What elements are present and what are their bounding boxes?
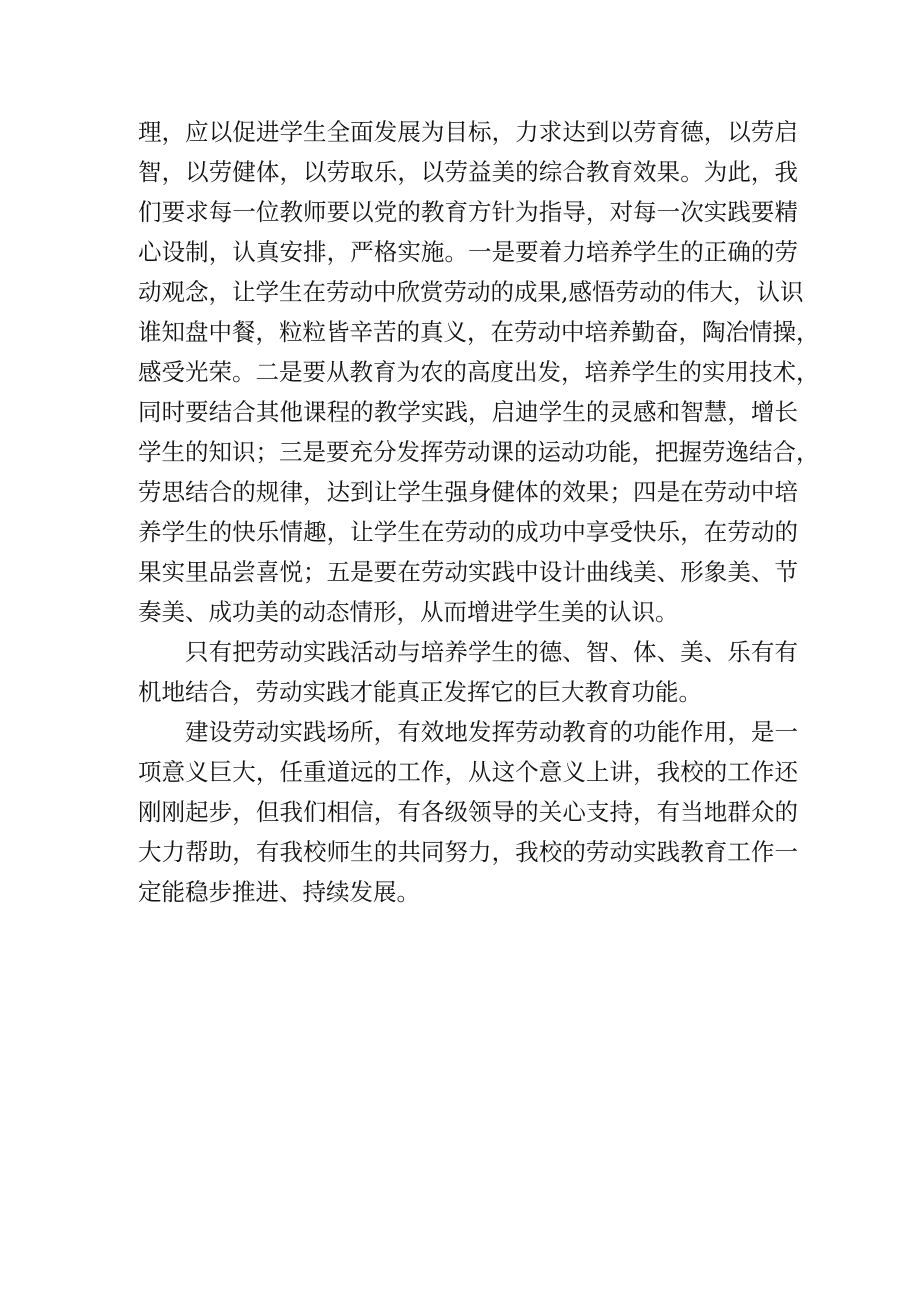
paragraph-3: [138, 712, 798, 912]
document-body: [138, 112, 820, 912]
paragraph-line: 同时要结合其他课程的教学实践，启迪学生的灵感和智慧，增长: [138, 398, 798, 426]
paragraph-line-last: 定能稳步推进、持续发展。: [138, 878, 420, 906]
paragraph-line: 感受光荣。二是要从教育为农的高度出发，培养学生的实用技术，: [138, 358, 820, 386]
paragraph-line: 智，以劳健体，以劳取乐，以劳益美的综合教育效果。为此，我: [138, 158, 798, 186]
paragraph-line-first: 建设劳动实践场所，有效地发挥劳动教育的功能作用，是一: [185, 718, 798, 746]
paragraph-1: [138, 112, 820, 632]
paragraph-line: 项意义巨大，任重道远的工作，从这个意义上讲，我校的工作还: [138, 758, 798, 786]
paragraph-line-last: 机地结合，劳动实践才能真正发挥它的巨大教育功能。: [138, 678, 702, 706]
paragraph-line: 学生的知识；三是要充分发挥劳动课的运动功能，把握劳逸结合，: [138, 438, 820, 466]
paragraph-line: 心设制，认真安排，严格实施。一是要着力培养学生的正确的劳: [138, 238, 798, 266]
paragraph-line-first: 只有把劳动实践活动与培养学生的德、智、体、美、乐有有: [185, 638, 798, 666]
paragraph-line: 劳思结合的规律，达到让学生强身健体的效果；四是在劳动中培: [138, 478, 798, 506]
paragraph-line: 果实里品尝喜悦；五是要在劳动实践中设计曲线美、形象美、节: [138, 558, 798, 586]
paragraph-line: 大力帮助，有我校师生的共同努力，我校的劳动实践教育工作一: [138, 838, 798, 866]
paragraph-2: [138, 632, 798, 712]
paragraph-line: 谁知盘中餐，粒粒皆辛苦的真义，在劳动中培养勤奋，陶冶情操，: [138, 318, 820, 346]
paragraph-line: 理，应以促进学生全面发展为目标，力求达到以劳育德，以劳启: [138, 118, 798, 146]
paragraph-line: 动观念，让学生在劳动中欣赏劳动的成果,感悟劳动的伟大，认识: [138, 278, 804, 306]
paragraph-line: 养学生的快乐情趣，让学生在劳动的成功中享受快乐，在劳动的: [138, 518, 798, 546]
paragraph-line: 刚刚起步，但我们相信，有各级领导的关心支持，有当地群众的: [138, 798, 798, 826]
paragraph-line-last: 奏美、成功美的动态情形，从而增进学生美的认识。: [138, 598, 679, 626]
paragraph-line: 们要求每一位教师要以党的教育方针为指导，对每一次实践要精: [138, 198, 798, 226]
